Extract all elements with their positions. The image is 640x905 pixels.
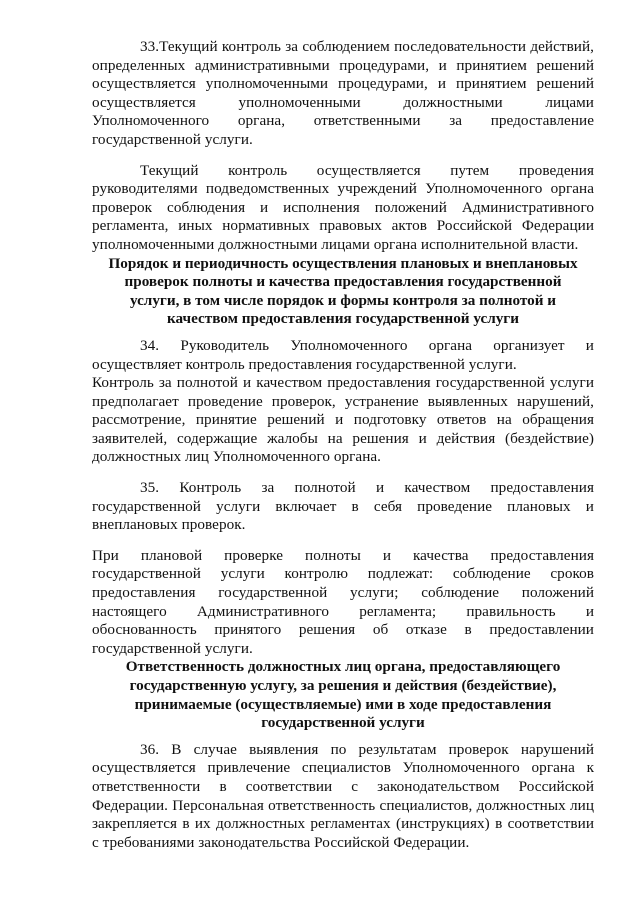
paragraph-35-2: При плановой проверке полноты и качества предоставления государственной услуги контролю подлежат: соблюдение сроков предоставления государственной услуги; соблюдение положений настоящего Административного регламента; правильность и обоснованность принятого решения об отказе в предоставлении государственной услуги.: [92, 546, 594, 657]
section-heading-inspections: Порядок и периодичность осуществления плановых и внеплановых проверок полноты и качества предоставления государственной услуги, в том числе порядок и формы контроля за полнотой и качеством предоставления государственной услуги: [108, 254, 578, 328]
paragraph-36: 36. В случае выявления по результатам проверок нарушений осуществляется привлечение специалистов Уполномоченного органа к ответственности в соответствии с законодательством Российской Федерации. Персональная ответственность специалистов, должностных лиц закрепляется в их должностных регламентах (инструкциях) в соответствии с требованиями законодательства Российской Федерации.: [92, 740, 594, 851]
paragraph-34-2: Контроль за полнотой и качеством предоставления государственной услуги предполагает проведение проверок, устранение выявленных нарушений, рассмотрение, принятие решений и подготовку ответов на обращения заявителей, содержащие жалобы на решения и действия (бездействие) должностных лиц Уполномоченного органа.: [92, 374, 594, 466]
paragraph-35-1: 35. Контроль за полнотой и качеством предоставления государственной услуги включает в себя проведение плановых и внеплановых проверок.: [92, 479, 594, 534]
paragraph-34-1: 34. Руководитель Уполномоченного органа организует и осуществляет контроль предоставления государственной услуги.: [92, 336, 594, 373]
section-heading-responsibility: Ответственность должностных лиц органа, предоставляющего государственную услугу, за решения и действия (бездействие), принимаемые (осуществляемые) ими в ходе предоставления государственной услуги: [125, 658, 561, 732]
paragraph-33-2: Текущий контроль осуществляется путем проведения руководителями подведомственных учреждений Уполномоченного органа проверок соблюдения и исполнения положений Административного регламента, иных нормативных правовых актов Российской Федерации уполномоченными должностными лицами органа исполнительной власти.: [92, 161, 594, 253]
paragraph-33-1: 33.Текущий контроль за соблюдением последовательности действий, определенных административными процедурами, и принятием решений осуществляется уполномоченными процедурами, и принятием решений осуществляется уполномоченными должностными лицами Уполномоченного органа, ответственными за предоставление государственной услуги.: [92, 38, 594, 148]
